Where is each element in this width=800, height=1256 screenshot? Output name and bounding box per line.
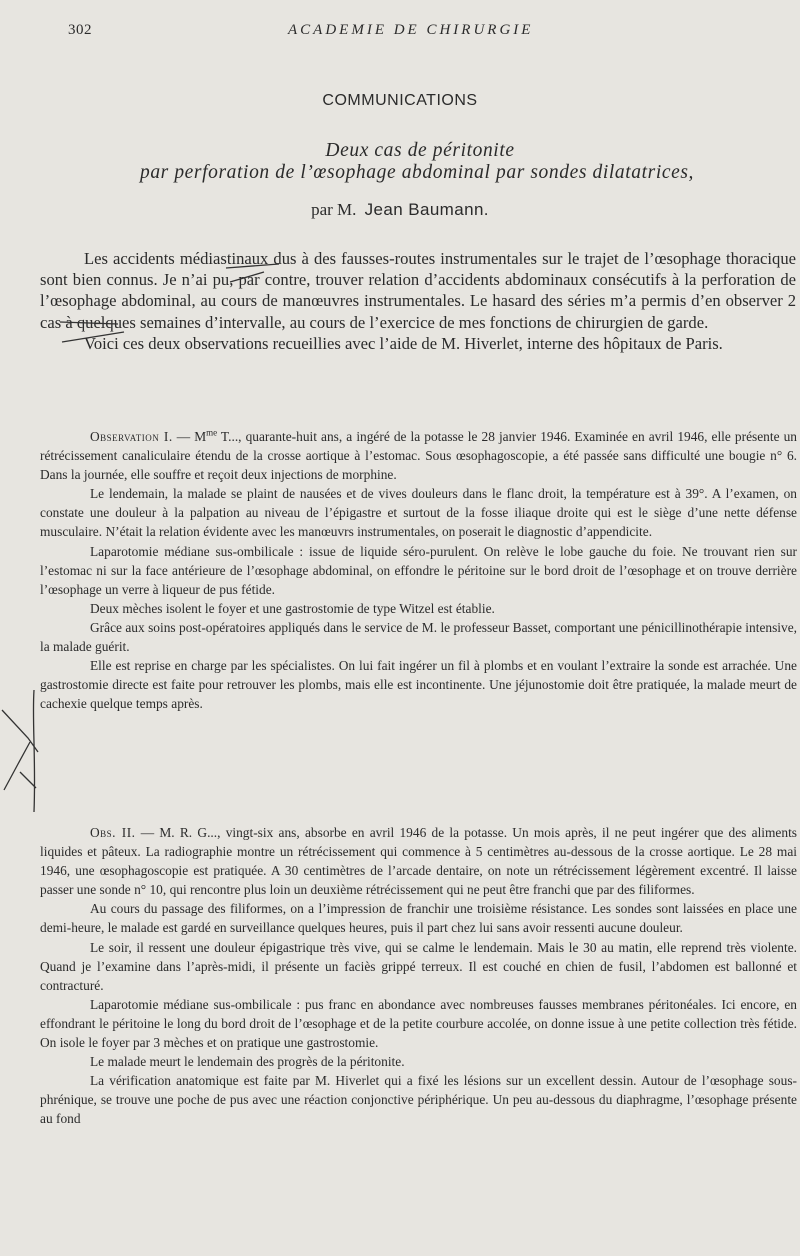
intro-paragraph: Les accidents médiastinaux dus à des fausses-routes instrumentales sur le trajet de l’œsophage thoracique sont bien connus. Je n’ai pu, par contre, trouver relation d’accidents abdominaux consécutifs à la perforation de l’œsophage abdominal, au cours de manœuvres instrumentales. Le hasard des séries m’a permis d’en observer 2 cas à quelques semaines d’intervalle, au cours de l’exercice de mes fonctions de chirurgien de garde.: [40, 249, 796, 332]
intro-paragraph: Voici ces deux observations recueillies avec l’aide de M. Hiverlet, interne des hôpitaux de Paris.: [84, 333, 723, 353]
observation-paragraph: La vérification anatomique est faite par M. Hiverlet qui a fixé les lésions sur un excellent dessin. Autour de l’œsophage sous-phrénique, se trouve une poche de pus avec une réaction conjonctive périphérique. Un peu au-dessous du diaphragme, l’œsophage présente au fond: [40, 1073, 797, 1127]
observation-paragraph: Grâce aux soins post-opératoires appliqués dans le service de M. le professeur Basset, comportant une pénicillinothérapie intensive, la malade guérit.: [40, 619, 797, 655]
running-header: [68, 22, 766, 42]
pen-strike-mark: [58, 318, 128, 346]
section-heading: COMMUNICATIONS: [322, 92, 478, 109]
observation-paragraph: Le malade meurt le lendemain des progrès de la péritonite.: [90, 1054, 405, 1070]
article-title-line-2: par perforation de l’œsophage abdominal par sondes dilatatrices,: [139, 162, 695, 183]
author-name: Jean Baumann.: [364, 200, 489, 219]
observation-paragraph: Elle est reprise en charge par les spécialistes. On lui fait ingérer un fil à plombs et en voulant l’extraire la sonde est arrachée. Une gastrostomie directe est faite pour retrouver les plombs, mais elle est incontinente. Une jéjunostomie doit être pratiquée, la malade meurt de cachexie quelque temps après.: [40, 658, 797, 712]
article-title-line-1: Deux cas de péritonite: [325, 140, 515, 161]
observation-paragraph: Le lendemain, la malade se plaint de nausées et de vives douleurs dans le flanc droit, la température est à 39°. A l’examen, on constate une douleur à la palpation au niveau de l’épigastre et surtout de la fosse iliaque droite qui est le siège d’une nette défense musculaire. N’était la relation évidente avec les manœuvrs instrumentales, on poserait le diagnostic d’appendicite.: [40, 486, 797, 540]
observation-paragraph: Laparotomie médiane sus-ombilicale : issue de liquide séro-purulent. On relève le lobe gauche du foie. Ne trouvant rien sur l’estomac ni sur la face antérieure de l’œsophage abdominal, on effondre le péritoine sur le bord droit de l’œsophage et on trouve derrière l’œsophage un verre à liqueur de pus fétide.: [40, 543, 797, 597]
observation-paragraph: Le soir, il ressent une douleur épigastrique très vive, qui se calme le lendemain. Mais le 30 au matin, elle reprend très violente. Quand je l’examine dans l’après-midi, il présente un faciès grippé terreux. Il est couché en chien de fusil, l’abdomen est ballonné et contracturé.: [40, 939, 797, 993]
margin-pencil-mark: [0, 680, 40, 820]
observation-2-first-paragraph: Obs. II. — M. R. G..., vingt-six ans, absorbe en avril 1946 de la potasse. Un mois après, il ne peut ingérer que des aliments liquides et pâteux. La radiographie montre un rétrécissement qui commence à 5 centimètres au-dessous de la crosse aortique. Le 28 mai 1946, une œsophagoscopie est pratiquée. A 30 centimètres de l’arcade dentaire, on note un rétrécissement légèrement excentré. Il laisse passer une sonde n° 10, qui rencontre plus loin un deuxième rétrécissement qui ne peut être franchi que par des filiformes.: [40, 825, 798, 898]
pen-strike-mark: [224, 262, 284, 284]
observation-2: [40, 823, 797, 1129]
observation-1-first-paragraph: Observation I. — $M^{me}$ T..., quarante-huit ans, a ingéré de la potasse le 28 janvier 1946. Examinée en avril 1946, elle présente un rétrécissement canaliculaire étendu de la crosse aortique à l’estomac. Sous œsophagoscopie, a été passée sans difficulté une bougie n° 6. Dans la journée, elle souffre et reçoit deux injections de morphine.: [40, 427, 797, 483]
observation-paragraph: Laparotomie médiane sus-ombilicale : pus franc en abondance avec nombreuses fausses membranes péritonéales. Ici encore, en effondrant le péritoine le long du bord droit de l’œsophage et de la petite courbure accolée, on donne issue à une petite collection très fétide. On isole le foyer par 3 mèches et on pratique une gastrostomie.: [40, 996, 797, 1051]
byline: [0, 200, 800, 220]
observation-1: [40, 427, 797, 713]
observation-paragraph: Deux mèches isolent le foyer et une gastrostomie de type Witzel est établie.: [90, 600, 495, 616]
observation-2-label: Obs. II.: [90, 825, 136, 840]
byline-prefix: par M.: [311, 200, 357, 219]
introduction: [40, 248, 796, 354]
observation-paragraph: Au cours du passage des filiformes, on a l’impression de franchir une troisième résistance. Les sondes sont laissées en place une demi-heure, le malade est gardé en surveillance quelques heures, puis il part chez lui sans avoir ressenti aucune douleur.: [40, 901, 797, 936]
page-number: 302: [68, 22, 92, 38]
journal-title: ACADEMIE DE CHIRURGIE: [288, 22, 534, 38]
observation-1-label: Observation I.: [90, 429, 173, 444]
